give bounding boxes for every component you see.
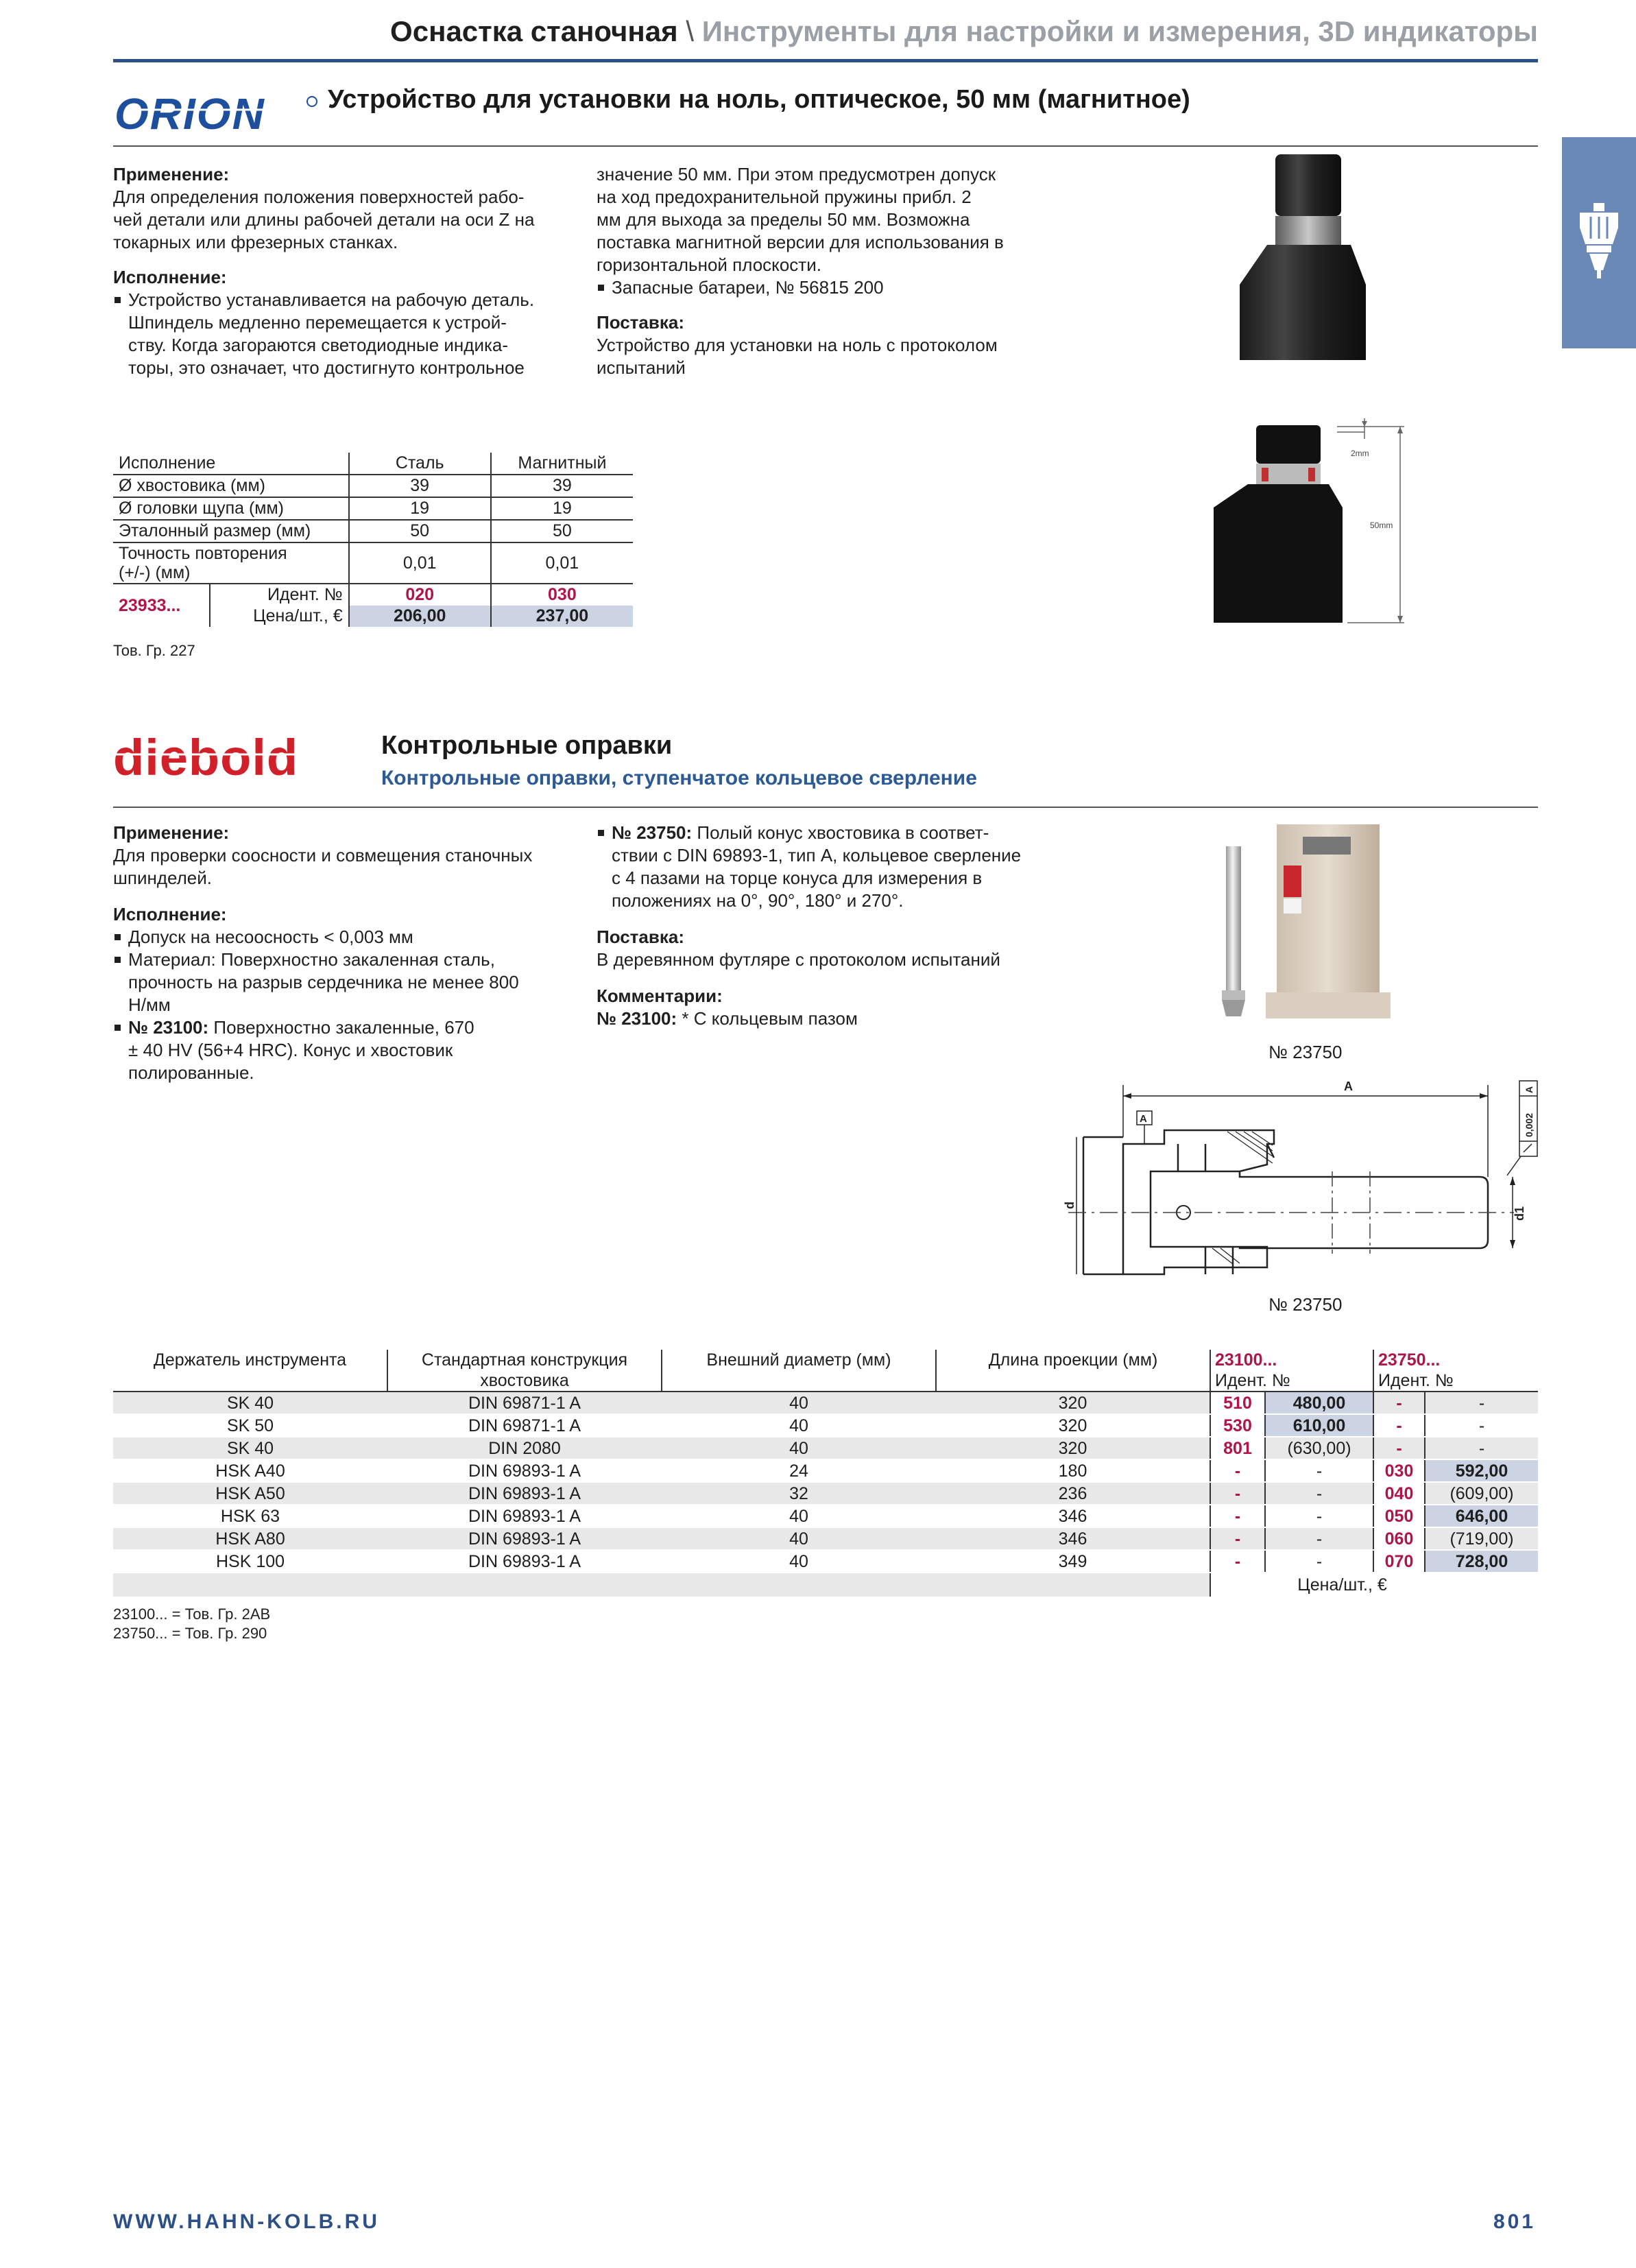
length-cell: 320 — [936, 1414, 1210, 1437]
price-value: - — [1265, 1550, 1373, 1573]
group-id-label: Идент. № — [1378, 1371, 1454, 1390]
table-row — [113, 1459, 1538, 1482]
design-bullet: Допуск на несоосность < 0,003 мм — [113, 926, 586, 948]
price-value: 610,00 — [1265, 1414, 1373, 1437]
design-line: прочность на разрыв сердечника не менее 800 — [128, 972, 519, 992]
holder-cell: HSK 63 — [113, 1505, 387, 1527]
standard-cell: DIN 69893-1 A — [387, 1482, 662, 1505]
table-cell: 0,01 — [349, 542, 491, 584]
standard-cell: DIN 2080 — [387, 1437, 662, 1459]
table-header: Магнитный — [491, 453, 633, 475]
table-header: Держатель инструмента — [113, 1350, 387, 1392]
article-id: 030 — [491, 584, 633, 606]
diameter-cell: 40 — [662, 1505, 936, 1527]
footer-url[interactable]: WWW.HAHN-KOLB.RU — [113, 2210, 380, 2233]
delivery-text: В деревянном футляре с протоколом испытаний — [597, 949, 1000, 970]
design-bullet — [113, 1016, 586, 1039]
holder-cell: SK 50 — [113, 1414, 387, 1437]
article-id: 040 — [1373, 1482, 1425, 1505]
table-cell: 50 — [491, 520, 633, 542]
table-cell: 19 — [491, 497, 633, 520]
table-cell: 19 — [349, 497, 491, 520]
chapter-side-tab[interactable] — [1562, 137, 1636, 348]
length-cell: 320 — [936, 1392, 1210, 1414]
table-row — [113, 1505, 1538, 1527]
design-line: Шпиндель медленно перемещается к устрой- — [128, 312, 507, 333]
article-id: - — [1373, 1414, 1425, 1437]
test-arbor-technical-drawing — [1063, 1075, 1541, 1281]
design-line: ству. Когда загораются светодиодные индика- — [128, 335, 509, 355]
dimension-a-label: A — [1344, 1079, 1353, 1093]
diameter-cell: 32 — [662, 1482, 936, 1505]
price-value: - — [1425, 1414, 1538, 1437]
table-header-line: Стандартная конструкция — [421, 1350, 628, 1370]
comments-label: Комментарии: — [597, 986, 723, 1006]
holder-cell: SK 40 — [113, 1437, 387, 1459]
section2-subtitle: Контрольные оправки, ступенчатое кольцевое сверление — [381, 767, 977, 789]
table-row — [113, 1414, 1538, 1437]
group-article: 23750... — [1378, 1350, 1441, 1370]
price-value: 206,00 — [349, 606, 491, 627]
price-label: Цена/шт., € — [210, 606, 348, 627]
diameter-cell: 40 — [662, 1527, 936, 1550]
article-id: 801 — [1210, 1437, 1265, 1459]
article-id: - — [1210, 1550, 1265, 1573]
table-cell: 50 — [349, 520, 491, 542]
zero-setter-table — [113, 453, 633, 627]
design-line: торы, это означает, что достигнуто контрольное — [128, 357, 525, 378]
design-line: положениях на 0°, 90°, 180° и 270°. — [612, 890, 904, 911]
table-row — [113, 1482, 1538, 1505]
id-row — [113, 584, 633, 606]
price-value: 480,00 — [1265, 1392, 1373, 1414]
group-id-label: Идент. № — [1215, 1371, 1290, 1390]
price-value: - — [1425, 1392, 1538, 1414]
application-label: Применение: — [113, 164, 230, 184]
diameter-cell: 40 — [662, 1437, 936, 1459]
table-cell: 39 — [491, 475, 633, 497]
design-line: Устройство устанавливается на рабочую деталь. — [113, 289, 579, 311]
test-arbor-photo — [1200, 817, 1406, 1030]
table-header: Длина проекции (мм) — [936, 1350, 1210, 1392]
datum-label: A — [1140, 1113, 1147, 1125]
table-cell: 39 — [349, 475, 491, 497]
application-line: шпинделей. — [113, 868, 212, 888]
header-title-main: Оснастка станочная — [390, 15, 678, 47]
standard-cell: DIN 69893-1 A — [387, 1505, 662, 1527]
article-id: 030 — [1373, 1459, 1425, 1482]
page-header-title — [113, 15, 1538, 48]
page-number: 801 — [1493, 2210, 1536, 2233]
design-line: ствии с DIN 69893-1, тип A, кольцевое сверление — [612, 845, 1022, 866]
holder-cell: HSK A50 — [113, 1482, 387, 1505]
design-line: с 4 пазами на торце конуса для измерения в — [612, 868, 983, 888]
price-value: - — [1265, 1505, 1373, 1527]
article-id: - — [1373, 1437, 1425, 1459]
article-id: 510 — [1210, 1392, 1265, 1414]
delivery-label: Поставка: — [597, 312, 684, 333]
zero-setter-photo — [1220, 154, 1399, 367]
price-value: 237,00 — [491, 606, 633, 627]
delivery-line: Устройство для установки на ноль с протоколом — [597, 335, 998, 355]
id-label: Идент. № — [210, 584, 348, 606]
article-prefix: 23933... — [119, 595, 181, 615]
table-header-row — [113, 453, 633, 475]
section1-col1 — [113, 163, 579, 379]
price-value: 592,00 — [1425, 1459, 1538, 1482]
dimension-d-label: d — [1063, 1202, 1076, 1209]
standard-cell: DIN 69893-1 A — [387, 1459, 662, 1482]
section2-title: Контрольные оправки — [381, 731, 673, 760]
table-header-row — [113, 1350, 1538, 1392]
section1-title: Устройство для установки на ноль, оптическое, 50 мм (магнитное) — [328, 85, 1190, 114]
dim-side-label: 50mm — [1370, 521, 1393, 530]
group-header — [1210, 1350, 1373, 1392]
design-label: Исполнение: — [113, 904, 227, 924]
length-cell: 180 — [936, 1459, 1210, 1482]
table-header: Сталь — [349, 453, 491, 475]
test-arbor-table — [113, 1350, 1538, 1597]
design-line: ± 40 HV (56+4 HRC). Конус и хвостовик — [128, 1040, 453, 1060]
photo-caption: № 23750 — [1268, 1042, 1343, 1062]
price-value: 728,00 — [1425, 1550, 1538, 1573]
group-note: 23100... = Тов. Гр. 2AB — [113, 1605, 271, 1623]
orion-logo — [113, 89, 319, 137]
section2-rule — [113, 807, 1538, 808]
diameter-cell: 40 — [662, 1414, 936, 1437]
section1-rule — [113, 145, 1538, 147]
price-value: - — [1265, 1459, 1373, 1482]
article-id: - — [1210, 1482, 1265, 1505]
design-continued-line: на ход предохранительной пружины прибл. 2 — [597, 187, 972, 207]
article-id: - — [1210, 1527, 1265, 1550]
holder-cell: HSK A40 — [113, 1459, 387, 1482]
article-id: 070 — [1373, 1550, 1425, 1573]
price-value: - — [1265, 1527, 1373, 1550]
length-cell: 346 — [936, 1505, 1210, 1527]
design-line: Поверхностно закаленные, 670 — [208, 1017, 474, 1038]
application-line: Для проверки соосности и совмещения станочных — [113, 845, 533, 866]
drawing-caption: № 23750 — [1268, 1294, 1343, 1315]
design-continued-line: значение 50 мм. При этом предусмотрен допуск — [597, 164, 996, 184]
header-title-sub: Инструменты для настройки и измерения, 3D индикаторы — [701, 15, 1538, 47]
price-value: - — [1425, 1437, 1538, 1459]
diameter-cell: 40 — [662, 1550, 936, 1573]
table-row — [113, 497, 633, 520]
table-cell — [113, 542, 349, 584]
price-value: (719,00) — [1425, 1527, 1538, 1550]
dimension-d1-label: d1 — [1513, 1206, 1526, 1221]
section2-col2 — [597, 822, 1070, 1030]
article-id: 050 — [1373, 1505, 1425, 1527]
holder-cell: HSK A80 — [113, 1527, 387, 1550]
accuracy-label-line: (+/-) (мм) — [119, 563, 191, 582]
table-cell: Ø головки щупа (мм) — [113, 497, 349, 520]
comments-value: * С кольцевым пазом — [677, 1008, 858, 1029]
article-id: 020 — [349, 584, 491, 606]
design-line: Н/мм — [128, 994, 171, 1015]
header-separator: \ — [686, 15, 695, 47]
design-label: Исполнение: — [113, 267, 227, 287]
table-row — [113, 1527, 1538, 1550]
table-header — [387, 1350, 662, 1392]
price-value: (630,00) — [1265, 1437, 1373, 1459]
table-row — [113, 1392, 1538, 1414]
design-continued-line: мм для выхода за пределы 50 мм. Возможна — [597, 209, 970, 230]
table-row — [113, 542, 633, 584]
application-label: Применение: — [113, 822, 230, 843]
diebold-logo-text: diebold — [113, 729, 299, 786]
diebold-logo — [113, 729, 370, 786]
design-continued-line: поставка магнитной версии для использования в — [597, 232, 1004, 252]
standard-cell: DIN 69871-1 A — [387, 1414, 662, 1437]
design-line: Полый конус хвостовика в соответ- — [692, 822, 989, 843]
application-line: чей детали или длины рабочей детали на оси Z на — [113, 209, 535, 230]
delivery-label: Поставка: — [597, 927, 684, 947]
table-row — [113, 1437, 1538, 1459]
length-cell: 349 — [936, 1550, 1210, 1573]
price-value: (609,00) — [1425, 1482, 1538, 1505]
table-row — [113, 1550, 1538, 1573]
length-cell: 346 — [936, 1527, 1210, 1550]
table-cell: Эталонный размер (мм) — [113, 520, 349, 542]
section1-col2 — [597, 163, 1063, 379]
diameter-cell: 40 — [662, 1392, 936, 1414]
table-cell: 0,01 — [491, 542, 633, 584]
table-header-line: хвостовика — [480, 1371, 569, 1390]
application-line: Для определения положения поверхностей рабо- — [113, 187, 525, 207]
header-rule — [113, 59, 1538, 62]
table-footer-filler — [113, 1573, 1210, 1597]
section2-col1 — [113, 822, 586, 1084]
delivery-line: испытаний — [597, 357, 686, 378]
dim-top-label: 2mm — [1351, 449, 1369, 458]
group-article: 23100... — [1215, 1350, 1277, 1370]
table-header: Исполнение — [113, 453, 349, 475]
orion-logo-text: ORION — [115, 89, 265, 139]
price-value: 646,00 — [1425, 1505, 1538, 1527]
standard-cell: DIN 69893-1 A — [387, 1527, 662, 1550]
price-value: - — [1265, 1482, 1373, 1505]
comments-number: № 23100: — [597, 1008, 677, 1029]
design-bullet — [597, 822, 1070, 844]
design-line: полированные. — [128, 1062, 254, 1083]
accuracy-label-line: Точность повторения — [119, 544, 287, 563]
design-bullet-number: № 23100: — [128, 1017, 209, 1038]
group-header — [1373, 1350, 1538, 1392]
holder-cell: SK 40 — [113, 1392, 387, 1414]
length-cell: 236 — [936, 1482, 1210, 1505]
table-row — [113, 475, 633, 497]
table-row — [113, 520, 633, 542]
holder-cell: HSK 100 — [113, 1550, 387, 1573]
group-note: 23750... = Тов. Гр. 290 — [113, 1625, 267, 1642]
zero-setter-dimension-drawing — [1207, 418, 1412, 631]
comments-text — [597, 1007, 1070, 1030]
product-group-note: Тов. Гр. 227 — [113, 642, 195, 659]
application-line: токарных или фрезерных станках. — [113, 232, 398, 252]
tolerance-value: 0,002 — [1524, 1112, 1535, 1137]
table-cell: Ø хвостовика (мм) — [113, 475, 349, 497]
design-bullet: Материал: Поверхностно закаленная сталь, — [113, 948, 586, 971]
length-cell: 320 — [936, 1437, 1210, 1459]
battery-text: Запасные батареи, № 56815 200 — [597, 276, 1063, 299]
table-footer-row — [113, 1573, 1538, 1597]
article-id: - — [1373, 1392, 1425, 1414]
diameter-cell: 24 — [662, 1459, 936, 1482]
design-bullet-number: № 23750: — [612, 822, 693, 843]
article-id: - — [1210, 1505, 1265, 1527]
article-id: - — [1210, 1459, 1265, 1482]
article-id: 060 — [1373, 1527, 1425, 1550]
article-id: 530 — [1210, 1414, 1265, 1437]
tolerance-datum: A — [1524, 1086, 1535, 1093]
standard-cell: DIN 69871-1 A — [387, 1392, 662, 1414]
table-header: Внешний диаметр (мм) — [662, 1350, 936, 1392]
price-label: Цена/шт., € — [1210, 1573, 1538, 1597]
design-continued-line: горизонтальной плоскости. — [597, 254, 821, 275]
drill-chuck-icon — [1576, 203, 1622, 278]
standard-cell: DIN 69893-1 A — [387, 1550, 662, 1573]
